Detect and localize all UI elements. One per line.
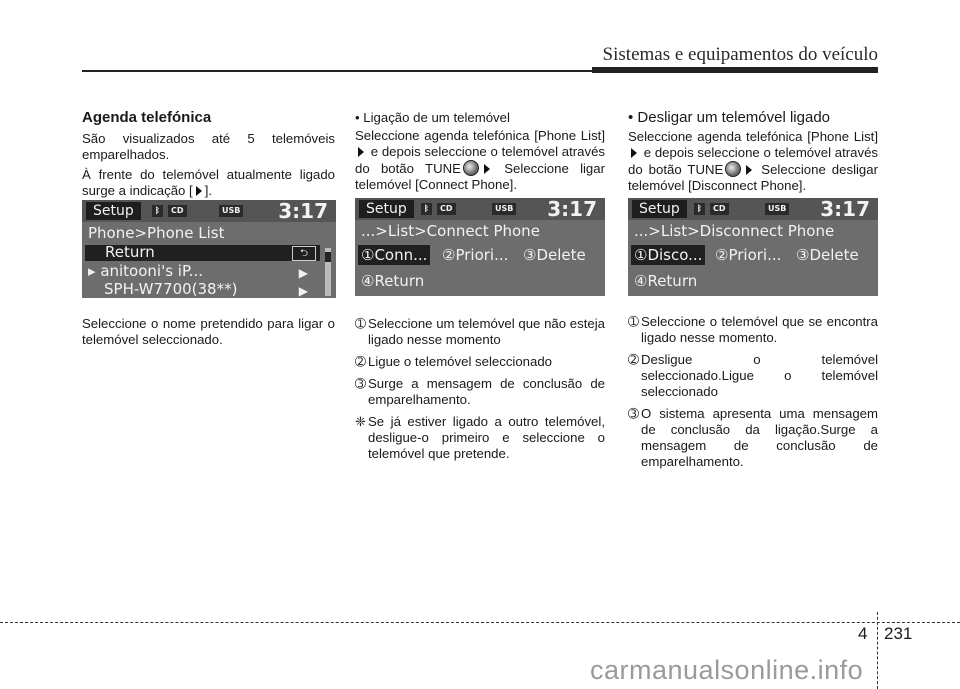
scrollbar[interactable] (325, 248, 331, 296)
list-item: ➁ Ligue o telemóvel seleccionado (355, 354, 553, 369)
connect-option[interactable]: ①Conn... (358, 245, 430, 265)
section-heading: • Ligação de um telemóvel (355, 110, 510, 125)
phone-list-item[interactable]: ▸ anitooni's iP... (88, 262, 203, 280)
play-triangle-icon (196, 186, 202, 196)
screen-phone-list (82, 200, 336, 298)
section-heading: • Desligar um telemóvel ligado (628, 109, 831, 126)
screen-path: Phone>Phone List (88, 224, 225, 242)
play-triangle-icon (358, 147, 364, 157)
footer-rule (0, 622, 960, 623)
section-heading: Agenda telefónica (82, 109, 212, 126)
cd-badge: CD (168, 205, 187, 217)
clock: 3:17 (820, 198, 870, 221)
usb-badge: USB (765, 203, 789, 215)
status-bar (82, 200, 336, 222)
setup-label: Setup (359, 200, 414, 218)
list-item: ➀ Seleccione um telemóvel que não esteja ligado nesse momento (355, 316, 605, 347)
paragraph: Seleccione agenda telefónica [Phone List] e depois seleccione o telemóvel através do botão TUNE Seleccione desligar telemóvel [Disconnect Phone]. (628, 129, 878, 193)
paragraph: São visualizados até 5 telemóveis emparelhados. (82, 131, 335, 162)
disconnect-option[interactable]: ①Disco... (631, 245, 705, 265)
status-bar (628, 198, 878, 220)
page-number: 231 (884, 624, 913, 643)
priority-option[interactable]: ②Priori... (715, 246, 782, 264)
usb-badge: USB (219, 205, 243, 217)
cd-badge: CD (437, 203, 456, 215)
screen-disconnect-phone (628, 198, 878, 296)
watermark: carmanualsonline.info (590, 655, 864, 685)
screen-path: ...>List>Disconnect Phone (634, 222, 835, 240)
tune-knob-icon (463, 160, 479, 176)
paragraph: Seleccione o nome pretendido para ligar o telemóvel seleccionado. (82, 316, 335, 347)
list-item: ➀ Seleccione o telemóvel que se encontra ligado nesse momento. (628, 314, 878, 345)
note-item: ❈ Se já estiver ligado a outro telemóvel, desligue-o primeiro e seleccione o telemóvel que pretende. (355, 414, 605, 461)
scrollbar-thumb[interactable] (325, 252, 331, 262)
list-item: ➂ O sistema apresenta uma mensagem de conclusão da ligação.Surge a mensagem de conclusão de emparelhamento. (628, 406, 878, 469)
steps-list (355, 310, 605, 462)
bluetooth-icon: ᛒ (152, 205, 163, 217)
screen-path: ...>List>Connect Phone (361, 222, 540, 240)
list-item: ➁ Desligue o telemóvel seleccionado.Ligue o telemóvel seleccionado (628, 352, 878, 399)
status-bar (355, 198, 605, 220)
setup-label: Setup (86, 202, 141, 220)
header-rule-accent (592, 67, 878, 73)
usb-badge: USB (492, 203, 516, 215)
return-label: Return (105, 243, 155, 261)
phone-list-item[interactable]: SPH-W7700(38**) (104, 280, 238, 298)
paragraph: Seleccione agenda telefónica [Phone List] e depois seleccione o telemóvel através do botão TUNE Seleccione ligar telemóvel [Connect Phone]. (355, 128, 605, 192)
delete-option[interactable]: ③Delete (523, 246, 586, 264)
cd-badge: CD (710, 203, 729, 215)
paragraph: À frente do telemóvel atualmente ligado surge a indicação [ ]. (82, 167, 335, 198)
return-row[interactable] (85, 245, 320, 261)
bluetooth-icon: ᛒ (694, 203, 705, 215)
play-triangle-icon (484, 164, 490, 174)
tune-knob-icon (725, 161, 741, 177)
clock: 3:17 (547, 198, 597, 221)
list-item: ➂ Surge a mensagem de conclusão de emparelhamento. (355, 376, 605, 407)
bluetooth-icon: ᛒ (421, 203, 432, 215)
page-separator (877, 612, 878, 689)
setup-label: Setup (632, 200, 687, 218)
play-triangle-icon (746, 165, 752, 175)
steps-list (628, 308, 878, 470)
chapter-number: 4 (858, 624, 868, 643)
return-option[interactable]: ④Return (634, 272, 698, 290)
return-option[interactable]: ④Return (361, 272, 425, 290)
chevron-right-icon: ▶ (298, 284, 308, 298)
clock: 3:17 (278, 200, 328, 223)
screen-connect-phone (355, 198, 605, 296)
priority-option[interactable]: ②Priori... (442, 246, 509, 264)
return-icon: ⮌ (292, 246, 316, 261)
delete-option[interactable]: ③Delete (796, 246, 859, 264)
play-triangle-icon (631, 148, 637, 158)
page-header-title: Sistemas e equipamentos do veículo (602, 44, 878, 65)
chevron-right-icon: ▶ (298, 266, 308, 280)
